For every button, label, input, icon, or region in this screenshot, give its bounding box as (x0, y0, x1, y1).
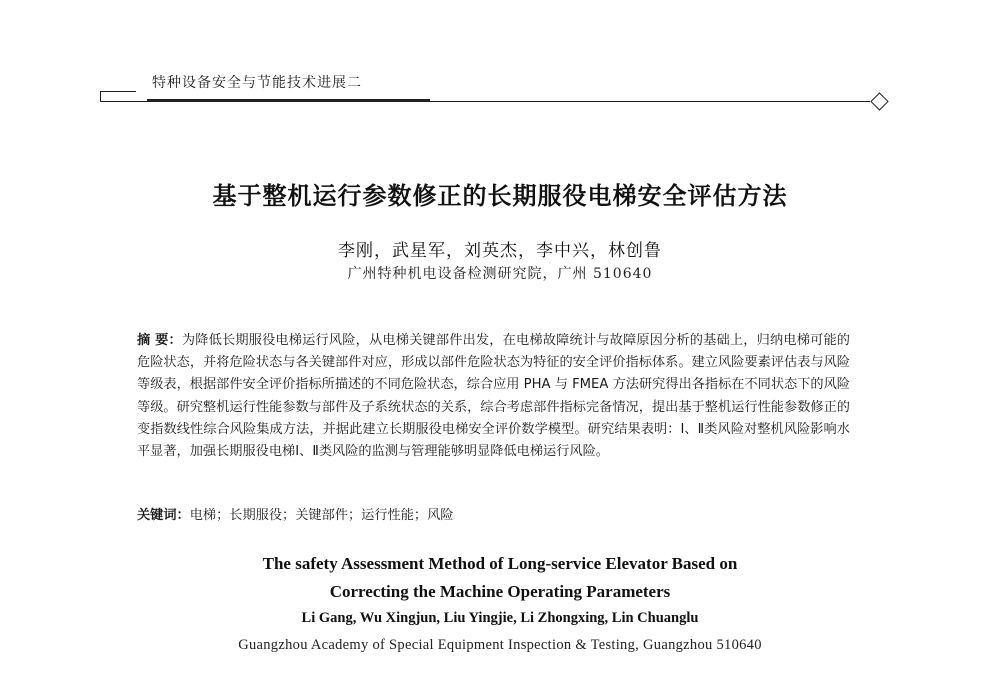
authors-cn: 李刚，武星军，刘英杰，李中兴，林创鲁 (338, 241, 662, 261)
header-rule-short (100, 91, 136, 92)
keywords (137, 506, 850, 526)
paper-title-en-line2: Correcting the Machine Operating Parameters (329, 582, 671, 601)
header-rule-long (100, 101, 870, 102)
affiliation-en: Guangzhou Academy of Special Equipment Inspection & Testing, Guangzhou 510640 (238, 637, 762, 653)
affiliation-cn: 广州特种机电设备检测研究院，广州 510640 (347, 266, 653, 282)
abstract (137, 330, 850, 463)
keywords-text: 电梯；长期服役；关键部件；运行性能；风险 (189, 508, 454, 523)
keywords-label: 关键词： (137, 508, 190, 523)
abstract-label: 摘 要： (137, 333, 182, 348)
diamond-ornament-icon (870, 92, 888, 110)
abstract-text: 为降低长期服役电梯运行风险，从电梯关键部件出发，在电梯故障统计与故障原因分析的基础上，归纳电梯可能的危险状态，并将危险状态与各关键部件对应，形成以部件危险状态为特征的安全评价指标体系。建立风险要素评估表与风险等级表，根据部件安全评价指标所描述的不同危险状态，综合应用 PHA 与 FMEA 方法研究得出各指标在不同状态下的风险等级。研究整机运行性能参数与部件及子系统状态的关系，综合考虑部件指标完备情况，提出基于整机运行性能参数修正的变指数线性综合风险集成方法，并据此建立长期服役电梯安全评价数学模型。研究结果表明：Ⅰ、Ⅱ类风险对整机风险影响水平显著，加强长期服役电梯Ⅰ、Ⅱ类风险的监测与管理能够明显降低电梯运行风险。 (137, 333, 850, 460)
paper-title-en (0, 550, 1000, 606)
running-header-text: 特种设备安全与节能技术进展二 (152, 75, 362, 91)
header-rule-bracket (100, 91, 101, 101)
header-rule-thick (147, 99, 430, 101)
paper-title-cn: 基于整机运行参数修正的长期服役电梯安全评估方法 (212, 182, 788, 210)
paper-title-en-line1: The safety Assessment Method of Long-service Elevator Based on (262, 554, 738, 573)
authors-en: Li Gang, Wu Xingjun, Liu Yingjie, Li Zhongxing, Lin Chuanglu (301, 610, 699, 626)
